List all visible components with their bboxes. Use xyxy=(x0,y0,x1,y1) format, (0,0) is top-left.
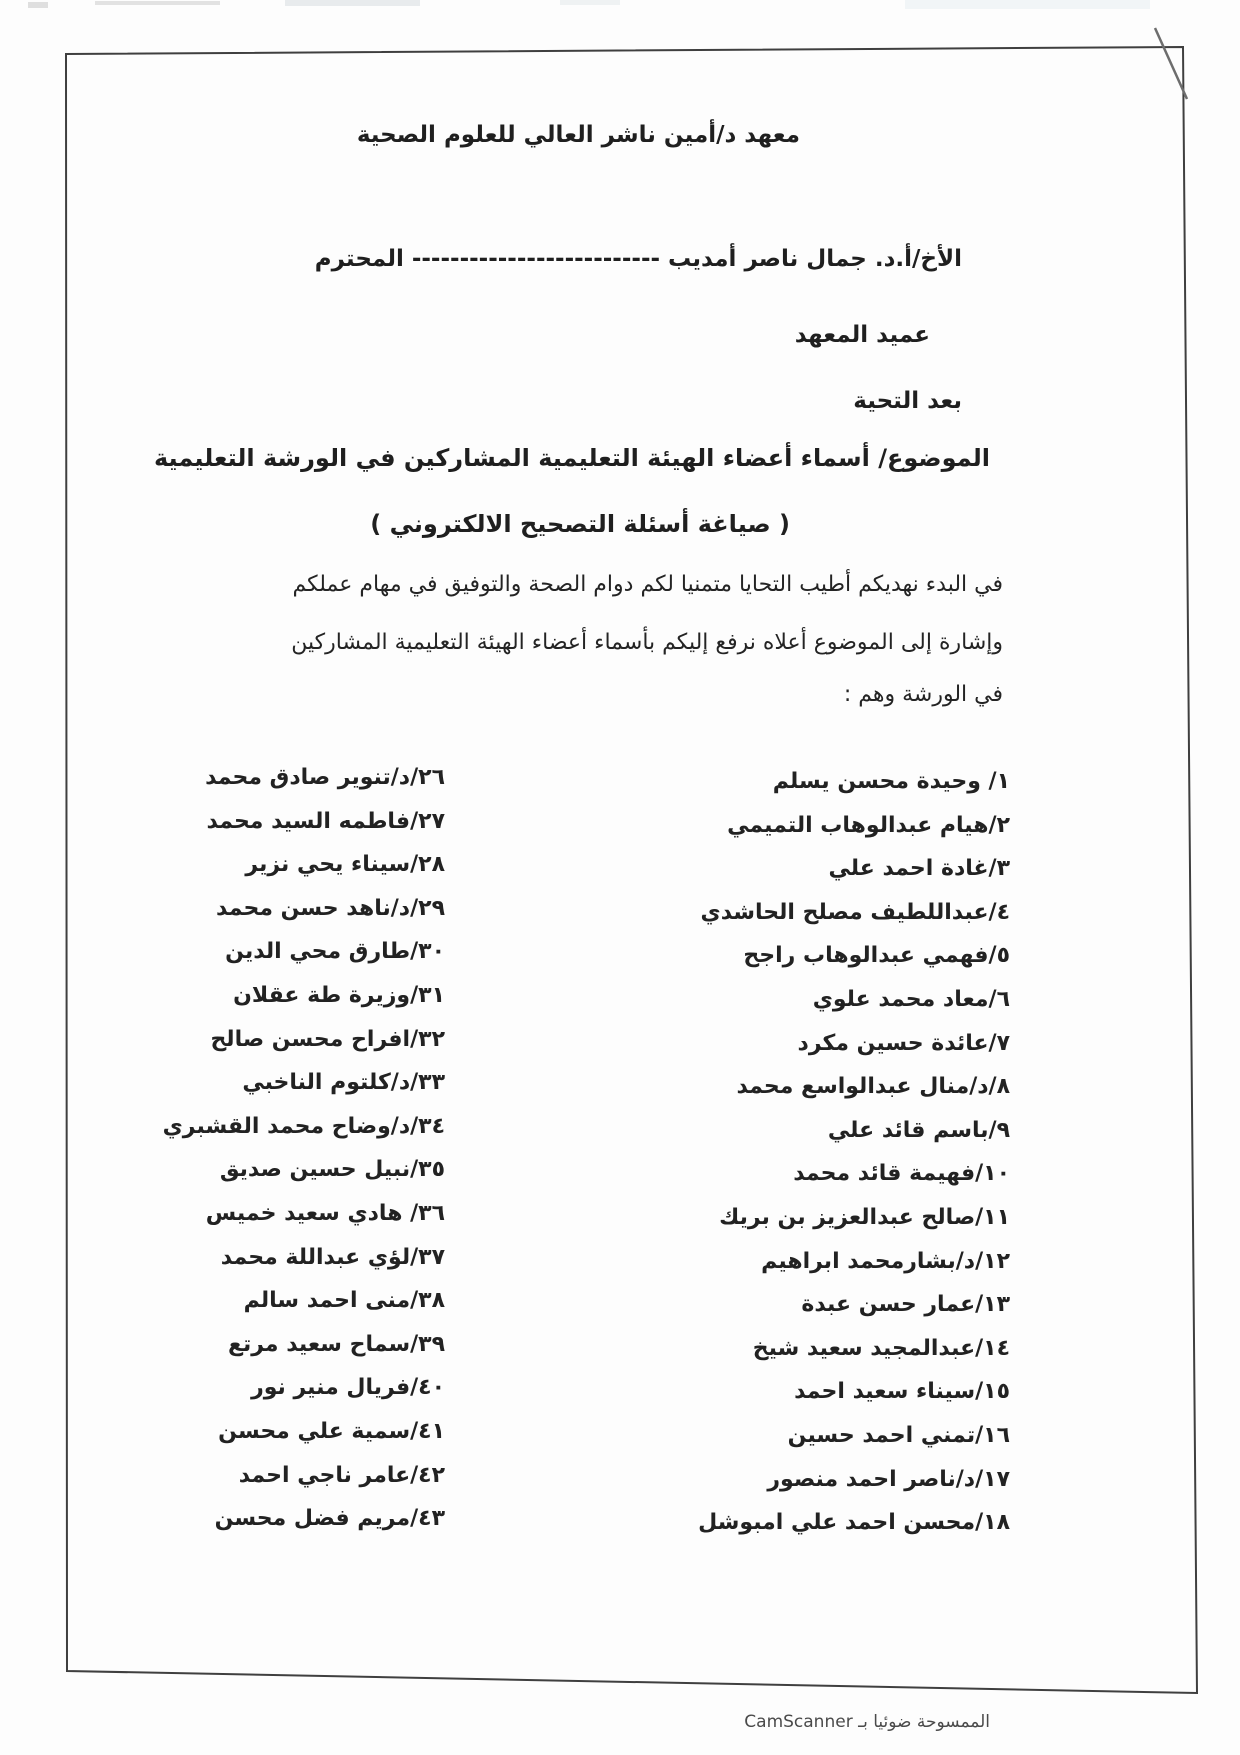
list-item: ٣/غادة احمد علي xyxy=(828,856,1010,882)
list-item: ٤١/سمية علي محسن xyxy=(218,1418,445,1444)
list-item: ١/ وحيدة محسن يسلم xyxy=(772,769,1010,794)
list-item: ٨/د/منال عبدالواسع محمد xyxy=(736,1074,1010,1100)
list-item: ٣٨/منى احمد سالم xyxy=(243,1288,445,1314)
list-item: ٤٢/عامر ناجي احمد xyxy=(238,1462,445,1488)
list-item: ١٠/فهيمة قائد محمد xyxy=(793,1161,1010,1187)
list-item: ٦/معاد محمد علوي xyxy=(812,986,1010,1012)
list-item: ١٤/عبدالمجيد سعيد شيخ xyxy=(752,1335,1010,1361)
list-item: ٣٠/طارق محي الدين xyxy=(225,939,445,965)
list-item: ٣١/وزيرة طة عقلان xyxy=(233,982,445,1008)
list-item: ٣٥/نبيل حسين صديق xyxy=(219,1157,445,1183)
list-item: ٥/فهمي عبدالوهاب راجح xyxy=(743,943,1010,969)
subject-subtitle: ( صياغة أسئلة التصحيح الالكتروني ) xyxy=(370,510,790,538)
list-item: ٢٨/سيناء يحي نزير xyxy=(245,852,445,878)
list-item: ٤/عبداللطيف مصلح الحاشدي xyxy=(700,899,1010,925)
list-item: ٣٤/د/وضاح محمد القشبري xyxy=(162,1113,445,1139)
list-item: ١٦/تمني احمد حسين xyxy=(787,1422,1010,1448)
list-item: ٢٦/د/تنوير صادق محمد xyxy=(205,765,445,790)
body-paragraph-2: وإشارة إلى الموضوع أعلاه نرفع إليكم بأسماء أعضاء الهيئة التعليمية المشاركين xyxy=(291,630,1003,655)
list-item: ١٧/د/ناصر احمد منصور xyxy=(767,1466,1010,1492)
list-item: ١٨/محسن احمد علي امبوشل xyxy=(698,1510,1010,1536)
list-item: ١٥/سيناء سعيد احمد xyxy=(794,1379,1010,1405)
list-item: ٩/باسم قائد علي xyxy=(827,1117,1010,1143)
list-item: ٢٩/د/ناهد حسن محمد xyxy=(216,895,445,921)
list-item: ٤٣/مريم فضل محسن xyxy=(214,1506,445,1532)
body-paragraph-3: في الورشة وهم : xyxy=(843,682,1003,707)
list-item: ٣٣/د/كلتوم الناخبي xyxy=(242,1070,445,1096)
addressee-role: عميد المعهد xyxy=(794,322,930,348)
list-item: ٣٩/سماح سعيد مرتع xyxy=(227,1331,445,1357)
list-item: ٣٧/لؤي عبداللة محمد xyxy=(220,1244,445,1270)
body-paragraph-1: في البدء نهديكم أطيب التحايا متمنيا لكم دوام الصحة والتوفيق في مهام عملكم xyxy=(292,572,1003,597)
page-title: معهد د/أمين ناشر العالي للعلوم الصحية xyxy=(356,122,800,148)
list-item: ٤٠/فريال منير نور xyxy=(251,1375,445,1401)
names-column-left xyxy=(163,756,445,1541)
subject-line: الموضوع/ أسماء أعضاء الهيئة التعليمية المشاركين في الورشة التعليمية xyxy=(153,444,990,472)
camscanner-footer: الممسوحة ضوئيا بـ CamScanner xyxy=(744,1712,990,1732)
list-item: ١٣/عمار حسن عبدة xyxy=(801,1292,1010,1318)
list-item: ٢٧/فاطمه السيد محمد xyxy=(206,808,445,834)
list-item: ٢/هيام عبدالوهاب التميمي xyxy=(727,812,1010,838)
greeting: بعد التحية xyxy=(853,388,962,414)
names-column-right xyxy=(698,760,1010,1545)
list-item: ١٢/د/بشارمحمد ابراهيم xyxy=(761,1248,1010,1274)
list-item: ٣٦/ هادي سعيد خميس xyxy=(205,1200,445,1226)
list-item: ٧/عائدة حسين مكرد xyxy=(797,1030,1010,1056)
list-item: ١١/صالح عبدالعزيز بن بريك xyxy=(719,1204,1010,1230)
addressee-line: الأخ/أ.د. جمال ناصر أمديب -------------------------- المحترم xyxy=(314,246,962,272)
list-item: ٣٢/افراح محسن صالح xyxy=(210,1026,445,1052)
